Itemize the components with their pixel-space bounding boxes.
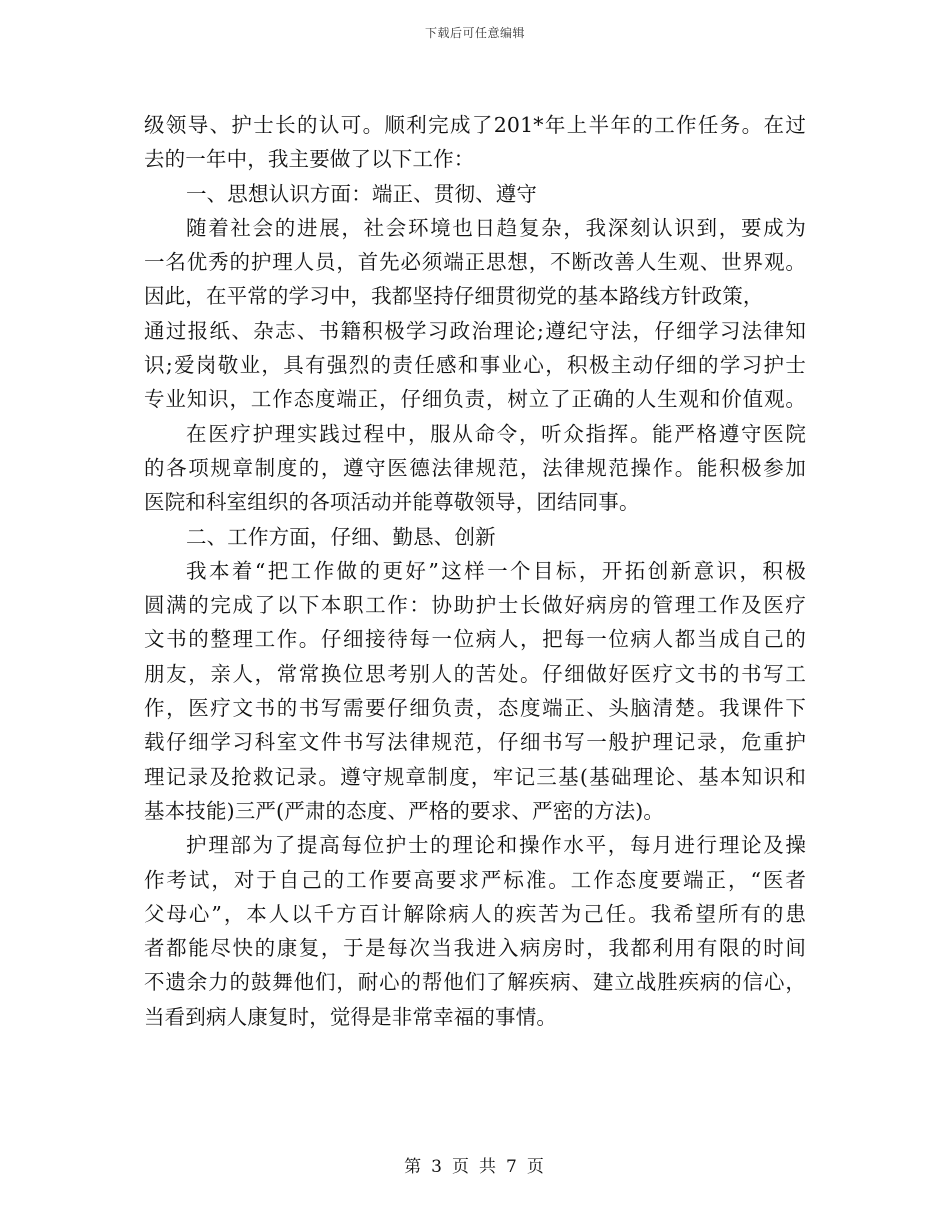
page-header: 下载后可任意编辑 [424, 26, 525, 40]
body-line-2: 去的一年中，我主要做了以下工作： [144, 147, 475, 172]
body-line-14: 我本着“把工作做的更好”这样一个目标，开拓创新意识，积极 [186, 558, 806, 583]
body-line-7: 通过报纸、杂志、书籍积极学习政治理论;遵纪守法，仔细学习法律知 [144, 318, 806, 343]
footer-current-page: 3 [431, 1157, 444, 1177]
body-line-8: 识;爱岗敬业，具有强烈的责任感和事业心，积极主动仔细的学习护士 [144, 353, 806, 378]
footer-label-page: 第 [404, 1157, 424, 1177]
body-line-24: 父母心”，本人以千方百计解除病人的疾苦为己任。我希望所有的患 [144, 901, 806, 926]
body-line-11: 的各项规章制度的，遵守医德法律规范，法律规范操作。能积极参加 [144, 455, 806, 480]
body-line-26: 不遗余力的鼓舞他们，耐心的帮他们了解疾病、建立战胜疾病的信心， [144, 970, 806, 995]
body-line-12: 医院和科室组织的各项活动并能尊敬领导，团结同事。 [144, 490, 640, 515]
body-line-5: 一名优秀的护理人员，首先必须端正思想，不断改善人生观、世界观。 [144, 250, 806, 275]
body-line-27: 当看到病人康复时，觉得是非常幸福的事情。 [144, 1004, 557, 1029]
body-line-20: 理记录及抢救记录。遵守规章制度，牢记三基(基础理论、基本知识和 [144, 764, 806, 789]
body-line-17: 朋友，亲人，常常换位思考别人的苦处。仔细做好医疗文书的书写工 [144, 661, 806, 686]
body-line-1: 级领导、护士长的认可。顺利完成了201*年上半年的工作任务。在过 [144, 113, 806, 137]
body-line-15: 圆满的完成了以下本职工作：协助护士长做好病房的管理工作及医疗 [144, 593, 806, 618]
body-line-22: 护理部为了提高每位护士的理论和操作水平，每月进行理论及操 [186, 833, 806, 858]
body-line-25: 者都能尽快的康复，于是每次当我进入病房时，我都利用有限的时间 [144, 936, 806, 961]
body-line-21: 基本技能)三严(严肃的态度、严格的要求、严密的方法)。 [144, 798, 665, 823]
footer-label-unit: 页 [452, 1157, 471, 1177]
page-footer [0, 1152, 950, 1177]
body-line-4: 随着社会的进展，社会环境也日趋复杂，我深刻认识到，要成为 [186, 215, 806, 240]
section-heading-2: 二、工作方面，仔细、勤恳、创新 [186, 524, 496, 549]
body-line-6: 因此，在平常的学习中，我都坚持仔细贯彻党的基本路线方针政策， [144, 284, 764, 309]
footer-label-unit-2: 页 [526, 1157, 546, 1177]
footer-label-total: 共 [479, 1157, 498, 1177]
body-line-19: 载仔细学习科室文件书写法律规范，仔细书写一般护理记录，危重护 [144, 730, 806, 755]
body-line-10: 在医疗护理实践过程中，服从命令，听众指挥。能严格遵守医院 [186, 421, 806, 446]
body-line-23: 作考试，对于自己的工作要高要求严标准。工作态度要端正，“医者 [144, 867, 806, 892]
document-body [144, 108, 806, 1034]
footer-total-pages: 7 [506, 1157, 519, 1177]
body-line-18: 作，医疗文书的书写需要仔细负责，态度端正、头脑清楚。我课件下 [144, 696, 806, 721]
body-line-16: 文书的整理工作。仔细接待每一位病人，把每一位病人都当成自己的 [144, 627, 806, 652]
section-heading-1: 一、思想认识方面：端正、贯彻、遵守 [186, 181, 538, 206]
body-line-9: 专业知识，工作态度端正，仔细负责，树立了正确的人生观和价值观。 [144, 387, 806, 412]
